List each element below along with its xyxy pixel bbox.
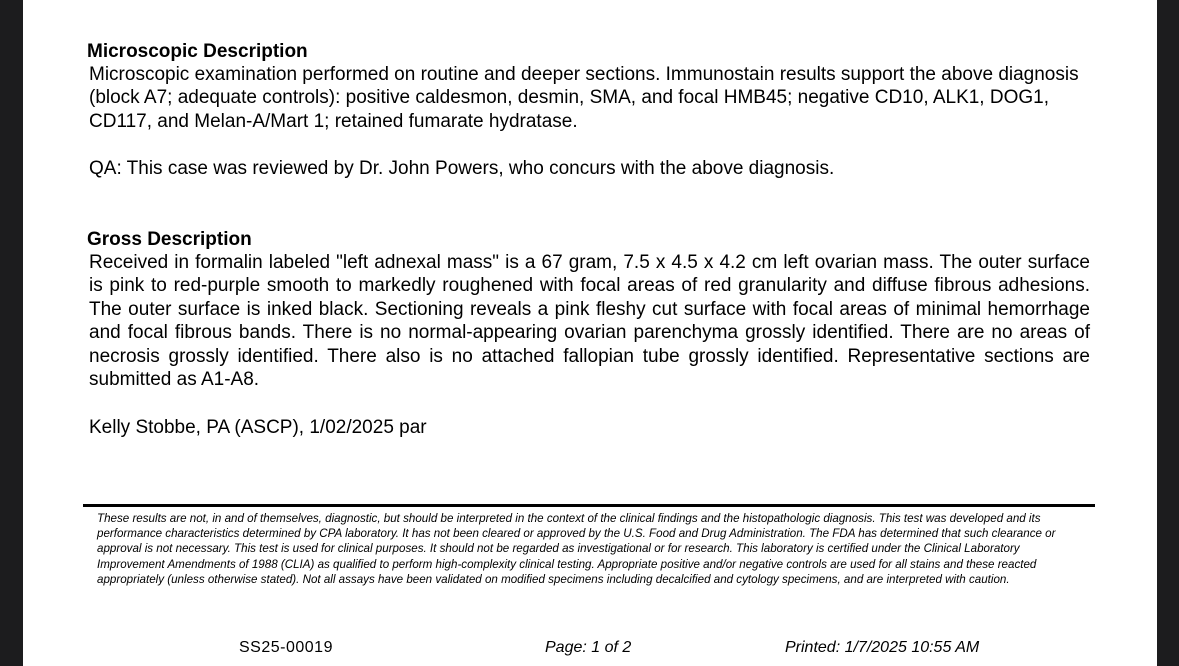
case-number: SS25-00019 bbox=[239, 639, 333, 656]
page-indicator: Page: 1 of 2 bbox=[545, 639, 632, 656]
footer-divider bbox=[83, 504, 1095, 507]
report-page bbox=[23, 0, 1157, 666]
microscopic-description-body: Microscopic examination performed on routine and deeper sections. Immunostain results support the above diagnosis (block A7; adequate controls): positive caldesmon, desmin, SMA, and focal HMB45; negative CD10, ALK1, DOG1, CD117, and Melan-A/Mart 1; retained fumarate hydratase. bbox=[89, 64, 1079, 132]
microscopic-description-heading: Microscopic Description bbox=[87, 41, 308, 62]
gross-description-heading: Gross Description bbox=[87, 229, 252, 250]
printed-timestamp: Printed: 1/7/2025 10:55 AM bbox=[785, 639, 980, 656]
gross-signature: Kelly Stobbe, PA (ASCP), 1/02/2025 par bbox=[89, 417, 427, 438]
qa-statement: QA: This case was reviewed by Dr. John Powers, who concurs with the above diagnosis. bbox=[89, 158, 835, 179]
lab-disclaimer: These results are not, in and of themselves, diagnostic, but should be interpreted in the context of the clinical findings and the histopathologic diagnosis. This test was developed and its performance characteristics determined by CPA laboratory. It has not been cleared or approved by the U.S. Food and Drug Administration. The FDA has determined that such clearance or approval is not necessary. This test is used for clinical purposes. It should not be regarded as investigational or for research. This laboratory is certified under the Clinical Laboratory Improvement Amendments of 1988 (CLIA) as qualified to perform high-complexity clinical testing. Appropriate positive and/or negative controls are used for all stains and these reacted appropriately (unless otherwise stated). Not all assays have been validated on modified specimens including decalcified and cytology specimens, and are interpreted with caution. bbox=[97, 512, 1056, 586]
gross-description-body: Received in formalin labeled "left adnexal mass" is a 67 gram, 7.5 x 4.5 x 4.2 cm left ovarian mass. The outer surface is pink to red-purple smooth to markedly roughened with focal areas of red granularity and diffuse fibrous adhesions. The outer surface is inked black. Sectioning reveals a pink fleshy cut surface with focal areas of minimal hemorrhage and focal fibrous bands. There is no normal-appearing ovarian parenchyma grossly identified. There are no areas of necrosis grossly identified. There also is no attached fallopian tube grossly identified. Representative sections are submitted as A1-A8. bbox=[89, 252, 1090, 391]
